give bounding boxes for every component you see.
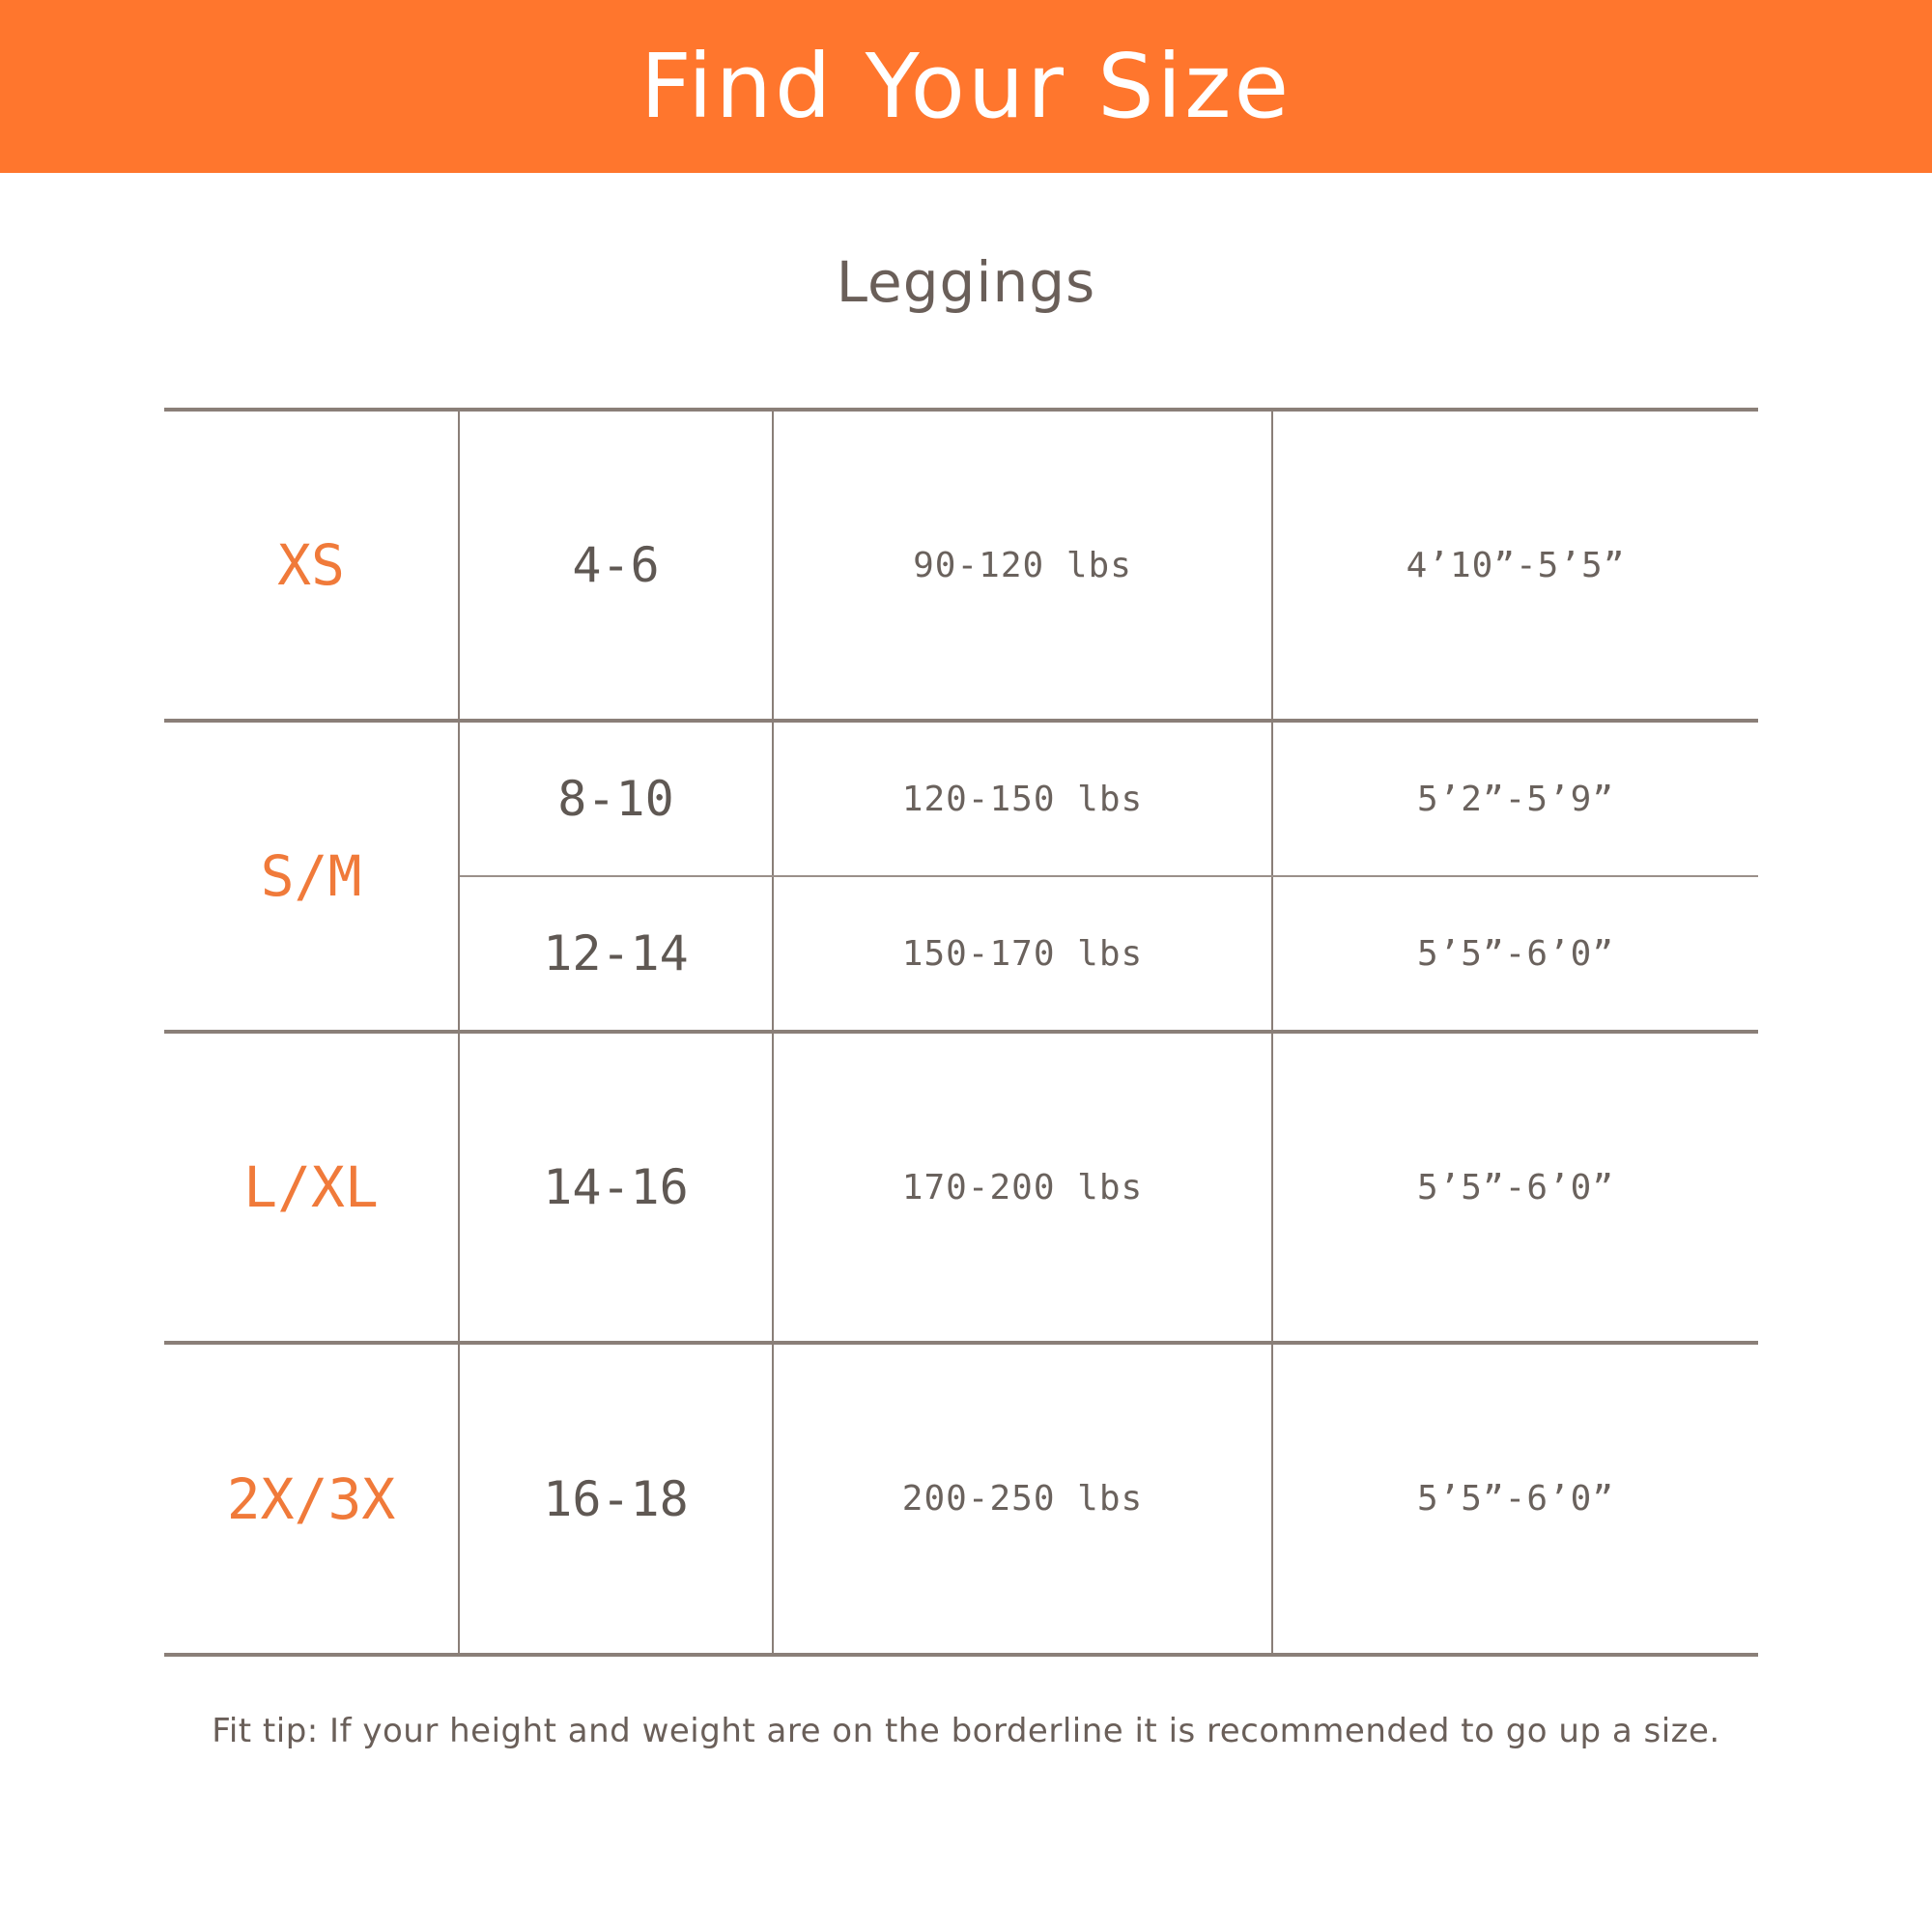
size-chart-table <box>164 408 1758 1657</box>
table-row <box>164 410 1758 721</box>
weight-range-cell: 90-120 lbs <box>773 410 1272 721</box>
size-label-s-m: S/M <box>164 721 459 1032</box>
fit-tip-note: Fit tip: If your height and weight are on the borderline it is recommended to go up a size. <box>212 1712 1720 1750</box>
height-range-cell: 5’5”-6’0” <box>1272 1343 1758 1655</box>
table-row <box>164 1032 1758 1343</box>
numeric-size-cell: 16-18 <box>459 1343 773 1655</box>
weight-range-cell: 200-250 lbs <box>773 1343 1272 1655</box>
numeric-size-cell: 12-14 <box>459 876 773 1032</box>
weight-range-cell: 120-150 lbs <box>773 721 1272 876</box>
size-label-2x-3x: 2X/3X <box>164 1343 459 1655</box>
numeric-size-cell: 4-6 <box>459 410 773 721</box>
height-range-cell: 4’10”-5’5” <box>1272 410 1758 721</box>
numeric-size-cell: 8-10 <box>459 721 773 876</box>
size-label-l-xl: L/XL <box>164 1032 459 1343</box>
product-category-title: Leggings <box>836 249 1096 315</box>
height-range-cell: 5’2”-5’9” <box>1272 721 1758 876</box>
page-title: Find Your Size <box>639 35 1293 138</box>
header-banner <box>0 0 1932 173</box>
weight-range-cell: 150-170 lbs <box>773 876 1272 1032</box>
height-range-cell: 5’5”-6’0” <box>1272 1032 1758 1343</box>
weight-range-cell: 170-200 lbs <box>773 1032 1272 1343</box>
numeric-size-cell: 14-16 <box>459 1032 773 1343</box>
size-label-xs: XS <box>164 410 459 721</box>
table-row <box>164 1343 1758 1655</box>
table-row <box>164 721 1758 876</box>
height-range-cell: 5’5”-6’0” <box>1272 876 1758 1032</box>
